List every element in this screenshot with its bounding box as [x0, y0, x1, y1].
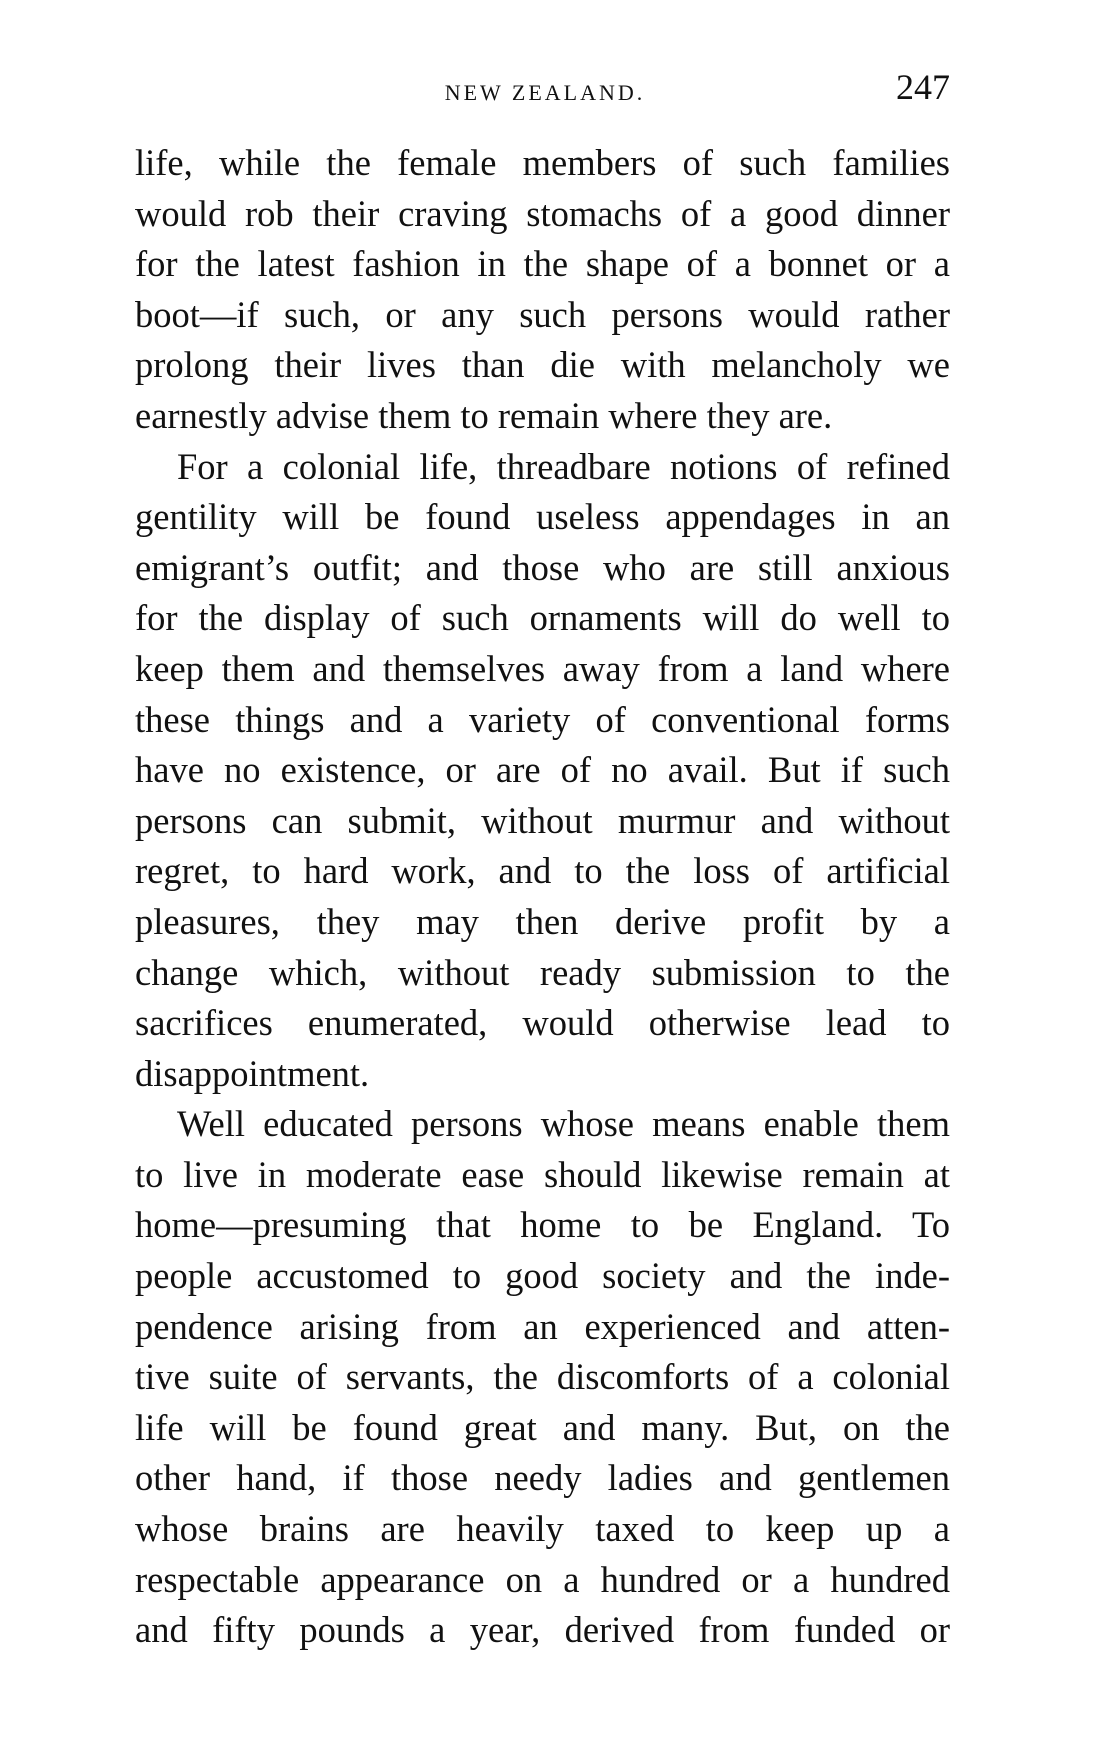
- text-line: pendence arising from an experienced and atten-: [135, 1305, 950, 1347]
- paragraph: [135, 138, 950, 442]
- text-line: these things and a variety of conventional forms: [135, 698, 950, 740]
- text-line: for the display of such ornaments will do well to: [135, 597, 950, 639]
- page-number: 247: [896, 67, 950, 107]
- text-line: respectable appearance on a hundred or a hundred: [135, 1558, 950, 1600]
- paragraph: [135, 442, 950, 1100]
- text-line: life, while the female members of such families: [135, 142, 950, 183]
- text-line: for the latest fashion in the shape of a bonnet or a: [135, 243, 950, 285]
- running-head: [140, 66, 950, 116]
- text-line: home—presuming that home to be England. To: [135, 1204, 950, 1246]
- text-line: disappointment.: [135, 1052, 370, 1094]
- text-line: life will be found great and many. But, on the: [135, 1406, 950, 1448]
- text-line: earnestly advise them to remain where they are.: [135, 394, 833, 436]
- text-line: people accustomed to good society and the inde-: [135, 1255, 950, 1297]
- text-line: prolong their lives than die with melancholy we: [135, 344, 950, 386]
- paragraph: [135, 1099, 950, 1656]
- text-line: to live in moderate ease should likewise remain at: [135, 1153, 950, 1195]
- text-line: and fifty pounds a year, derived from funded or: [135, 1609, 950, 1651]
- text-line: boot—if such, or any such persons would rather: [135, 293, 950, 335]
- text-line: gentility will be found useless appendages in an: [135, 496, 950, 538]
- text-line: sacrifices enumerated, would otherwise lead to: [135, 1002, 950, 1044]
- text-line: For a colonial life, threadbare notions of refined: [177, 445, 950, 487]
- running-title: NEW ZEALAND.: [444, 80, 646, 105]
- text-line: pleasures, they may then derive profit by a: [135, 900, 950, 942]
- text-line: have no existence, or are of no avail. But if such: [135, 749, 950, 791]
- text-line: regret, to hard work, and to the loss of artificial: [135, 850, 950, 892]
- text-line: other hand, if those needy ladies and gentlemen: [135, 1457, 950, 1499]
- body-text: [135, 138, 950, 1656]
- text-line: keep them and themselves away from a land where: [135, 647, 950, 689]
- text-line: change which, without ready submission to the: [135, 951, 950, 993]
- text-line: tive suite of servants, the discomforts of a colonial: [135, 1356, 950, 1398]
- text-line: emigrant’s outfit; and those who are still anxious: [135, 546, 950, 588]
- text-line: Well educated persons whose means enable them: [177, 1103, 950, 1145]
- text-line: would rob their craving stomachs of a good dinner: [135, 192, 950, 234]
- text-line: persons can submit, without murmur and without: [135, 799, 950, 841]
- text-line: whose brains are heavily taxed to keep up a: [135, 1508, 950, 1550]
